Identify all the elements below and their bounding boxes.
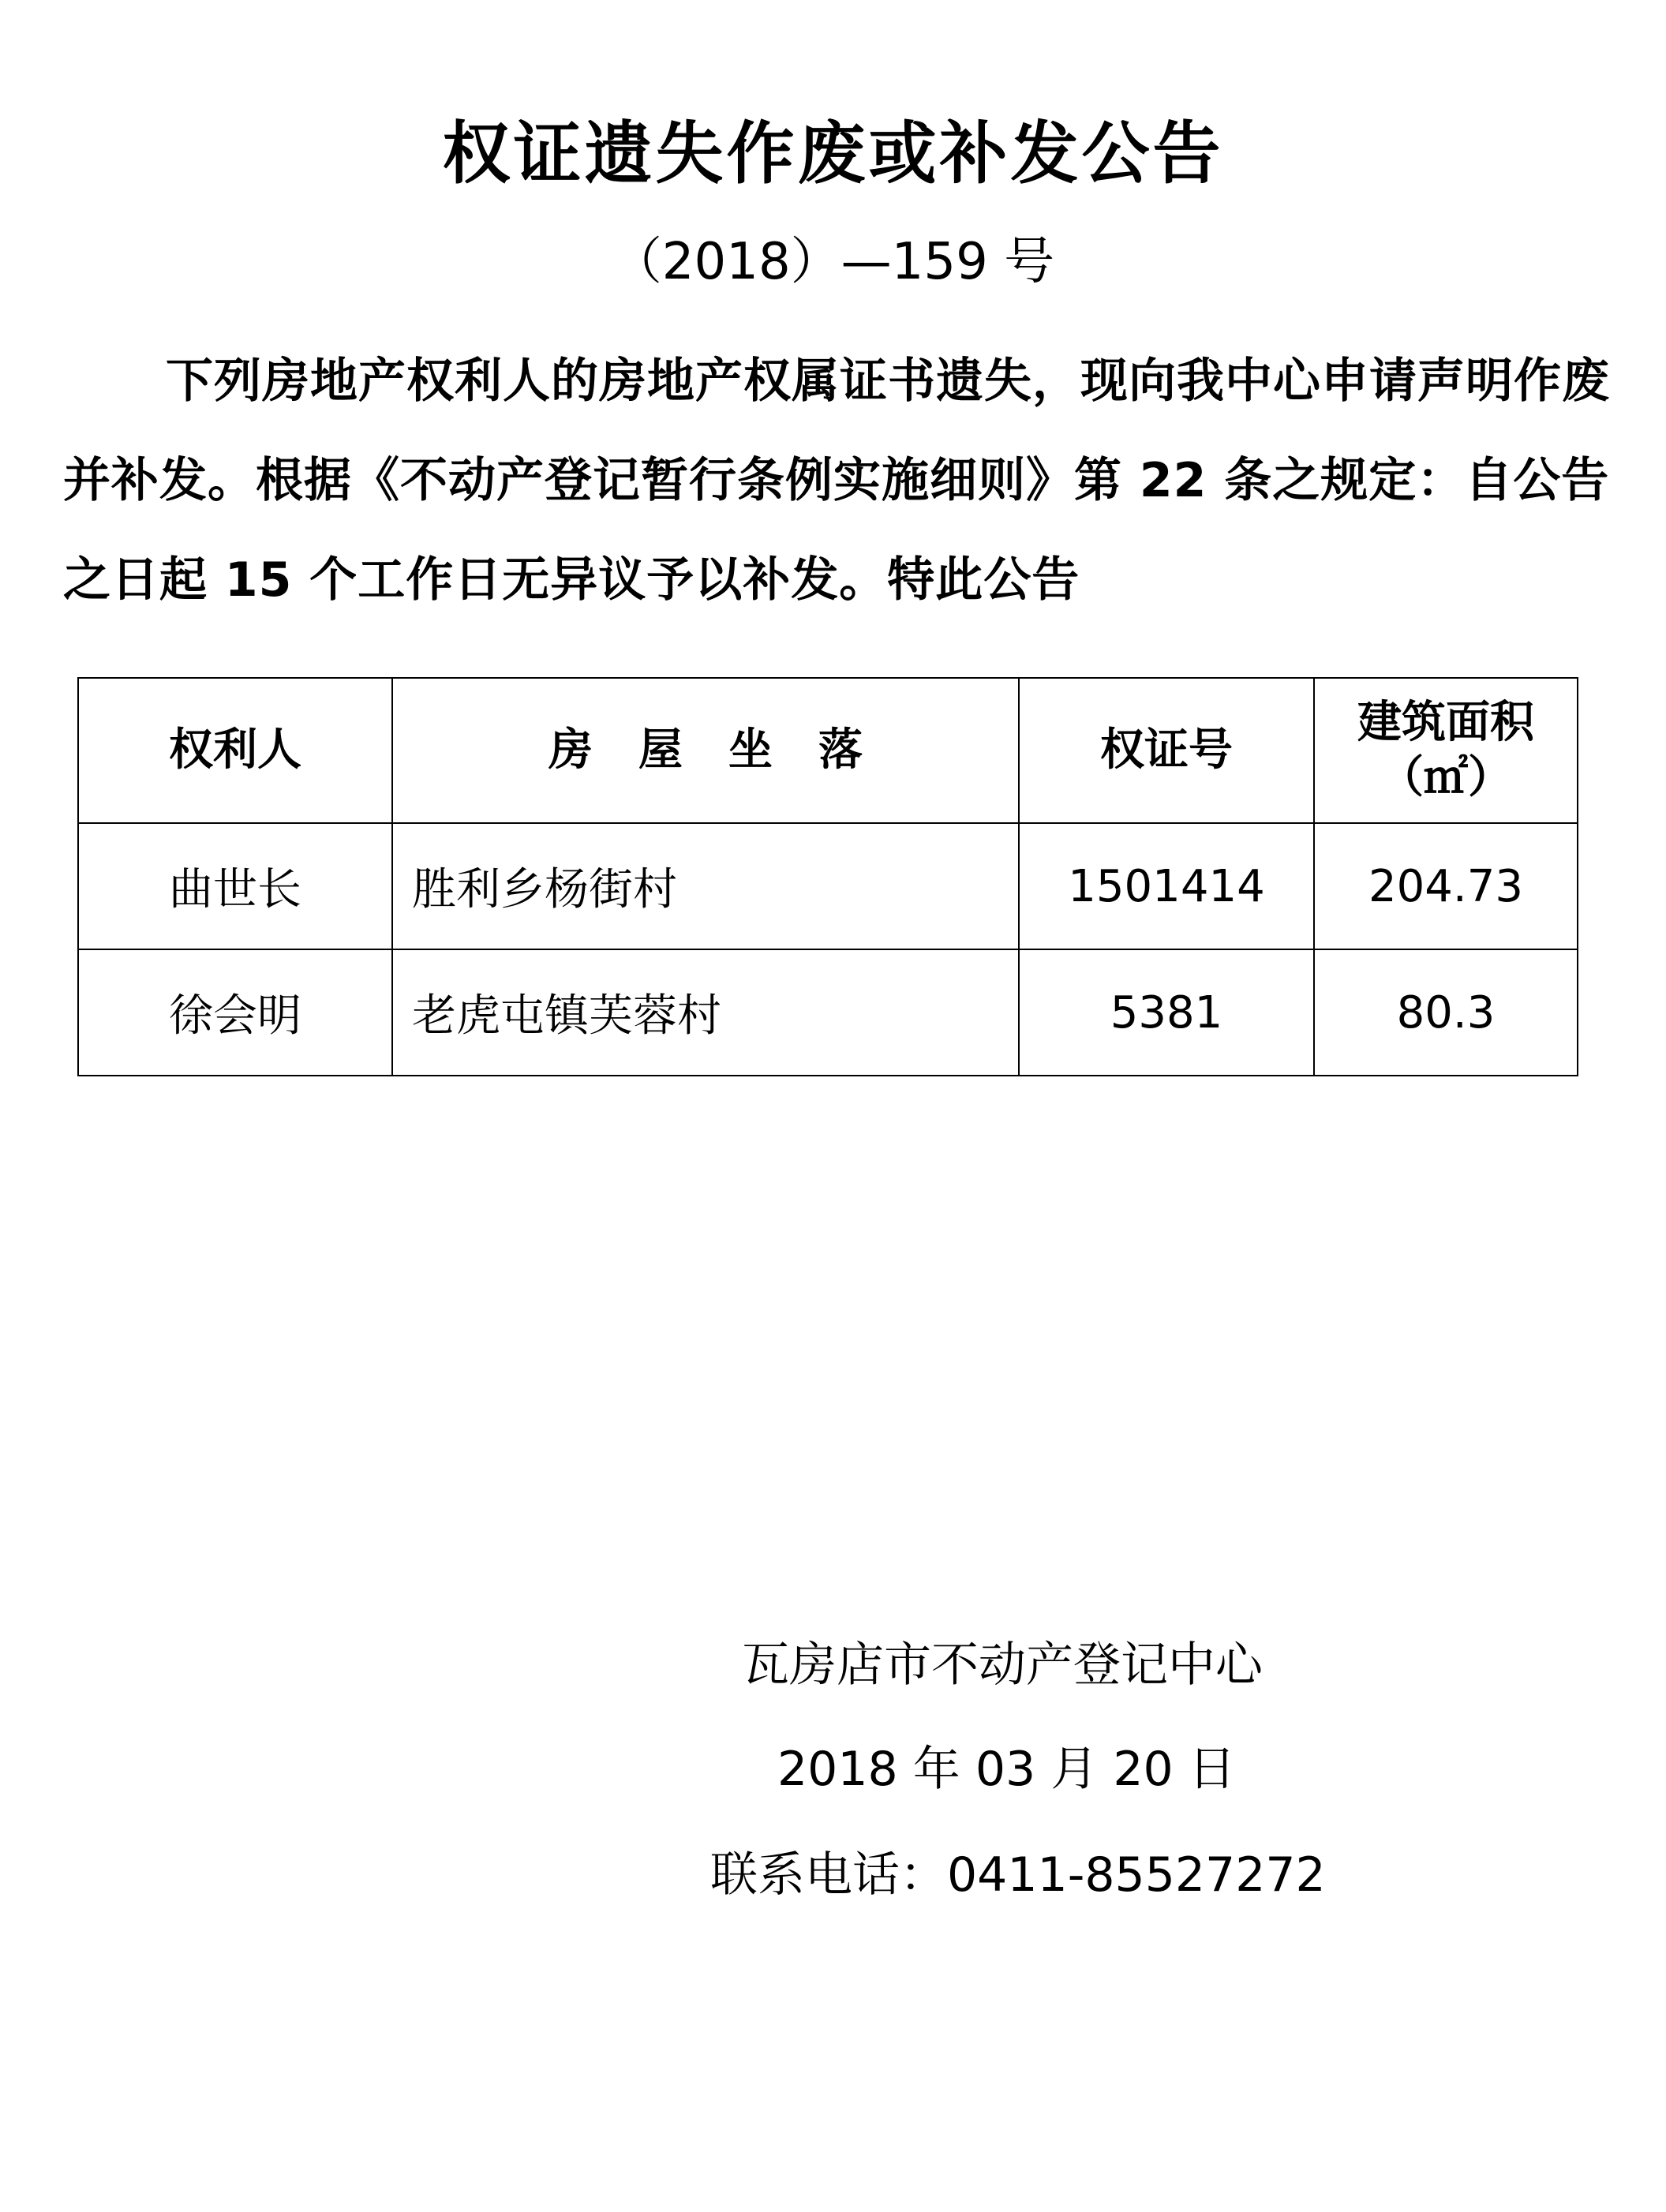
records-table: [77, 677, 1578, 1076]
notice-title: 权证遗失作废或补发公告: [442, 114, 1224, 193]
cell-location: 老虎屯镇芙蓉村: [392, 949, 1019, 1076]
table-row: [78, 823, 1578, 949]
table-row: [78, 949, 1578, 1076]
cell-owner: 曲世长: [78, 823, 392, 949]
contact-phone: 联系电话：0411-85527272: [710, 1847, 1326, 1903]
header-cert-no: 权证号: [1019, 678, 1314, 823]
cell-area: 204.73: [1314, 823, 1578, 949]
header-area: [1314, 678, 1578, 823]
cell-owner: 徐会明: [78, 949, 392, 1076]
header-area-unit: （㎡）: [1380, 752, 1512, 803]
cell-area: 80.3: [1314, 949, 1578, 1076]
header-location: [392, 678, 1019, 823]
header-area-label: 建筑面积: [1357, 697, 1534, 748]
cell-cert-no: 1501414: [1019, 823, 1314, 949]
issue-date: 2018 年 03 月 20 日: [777, 1742, 1236, 1797]
header-location-label: 房屋坐落: [548, 724, 908, 776]
cell-cert-no: 5381: [1019, 949, 1314, 1076]
header-owner: 权利人: [78, 678, 392, 823]
cell-location: 胜利乡杨街村: [392, 823, 1019, 949]
document-number: （2018）—159 号: [611, 233, 1055, 291]
table-header-row: [78, 678, 1578, 823]
issuer-name: 瓦房店市不动产登记中心: [742, 1637, 1263, 1693]
notice-body: 下列房地产权利人的房地产权属证书遗失，现向我中心申请声明作废并补发。根据《不动产登记暂行条例实施细则》第 22 条之规定：自公告之日起 15 个工作日无异议予以补发。特此公告: [63, 354, 1610, 608]
